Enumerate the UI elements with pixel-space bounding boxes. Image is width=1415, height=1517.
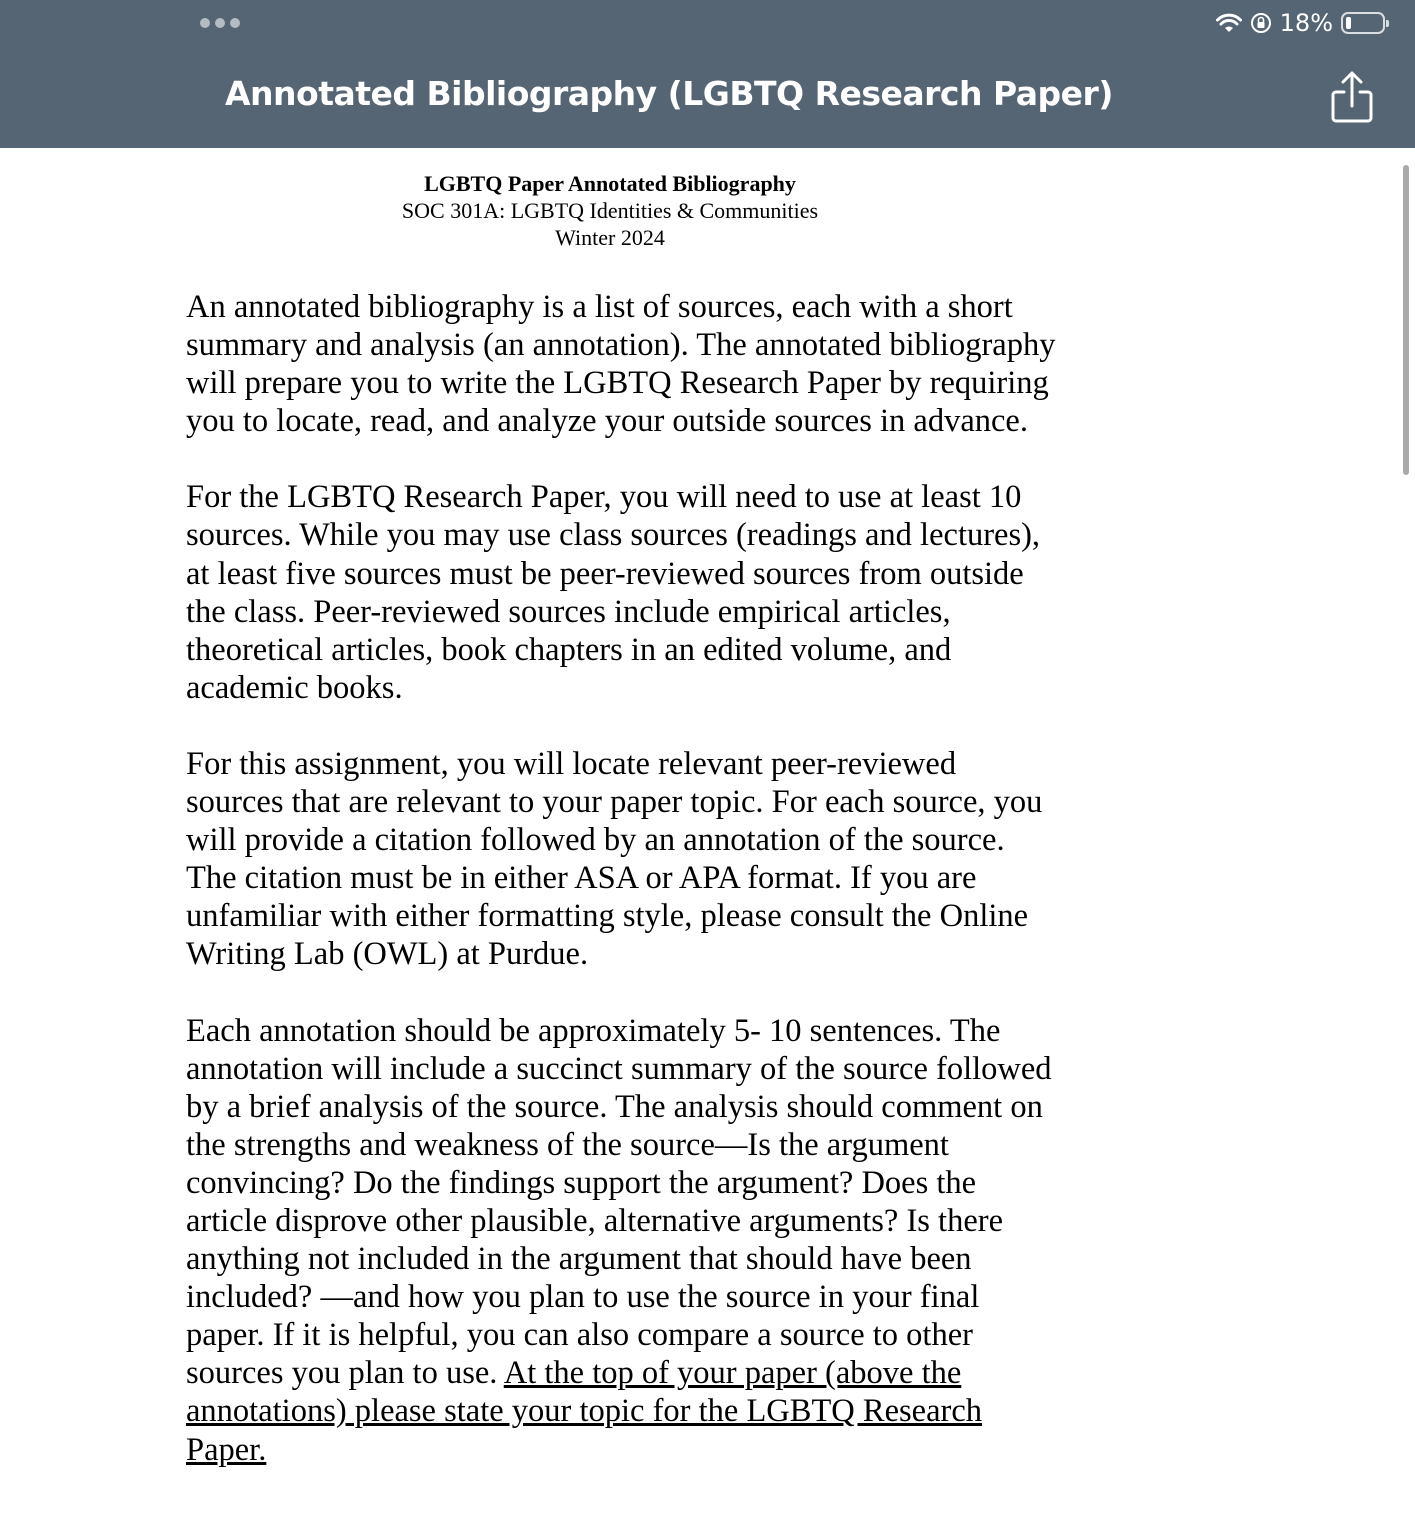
scrollbar[interactable] (1403, 165, 1409, 475)
paragraph-annotation (186, 1012, 1056, 1469)
paragraph-assignment: For this assignment, you will locate relevant peer-reviewed sources that are relevant to your paper topic. For each source, you will provide a citation followed by an annotation of the source. The citation must be in either ASA or APA format. If you are unfamiliar with either formatting style, please consult the Online Writing Lab (OWL) at Purdue. (186, 745, 1043, 973)
paragraph-sources: For the LGBTQ Research Paper, you will need to use at least 10 sources. While you may use class sources (readings and lectures), at least five sources must be peer-reviewed sources from outside the class. Peer-reviewed sources include empirical articles, theoretical articles, book chapters in an edited volume, and academic books. (186, 479, 1041, 706)
topic-instruction: At the top of your paper (above the annotations) please state your topic for the LGBTQ Research Paper. (186, 1355, 982, 1468)
multitasking-dots-icon[interactable] (200, 18, 240, 28)
page-title: Annotated Bibliography (LGBTQ Research Paper) (225, 74, 1113, 113)
document-viewer[interactable] (0, 148, 1415, 1487)
status-bar (1216, 8, 1385, 38)
share-icon[interactable] (1330, 70, 1374, 124)
annotation-text: Each annotation should be approximately 5- 10 sentences. The annotation will include a succinct summary of the source followed by a brief analysis of the source. The analysis should comment on the strengths and weakness of the source—Is the argument convincing? Do the findings support the argument? Does the article disprove other plausible, alternative arguments? Is there anything not included in the argument that should have been included? —and how you plan to use the source in your final paper. If it is helpful, you can also compare a source to other sources you plan to use. (186, 1012, 1052, 1392)
term: Winter 2024 (555, 225, 665, 250)
battery-percent: 18% (1279, 9, 1333, 37)
battery-icon (1341, 12, 1385, 34)
course-name: SOC 301A: LGBTQ Identities & Communities (401, 198, 819, 223)
document-body (186, 288, 1056, 1487)
wifi-icon (1216, 13, 1242, 33)
app-header (0, 0, 1415, 148)
document-title: LGBTQ Paper Annotated Bibliography (424, 171, 796, 196)
orientation-lock-icon (1250, 12, 1272, 34)
document-heading (0, 170, 1220, 251)
paragraph-intro: An annotated bibliography is a list of sources, each with a short summary and analysis (an annotation). The annotated bibliography will prepare you to write the LGBTQ Research Paper by requiring you to locate, read, and analyze your outside sources in advance. (186, 289, 1056, 440)
